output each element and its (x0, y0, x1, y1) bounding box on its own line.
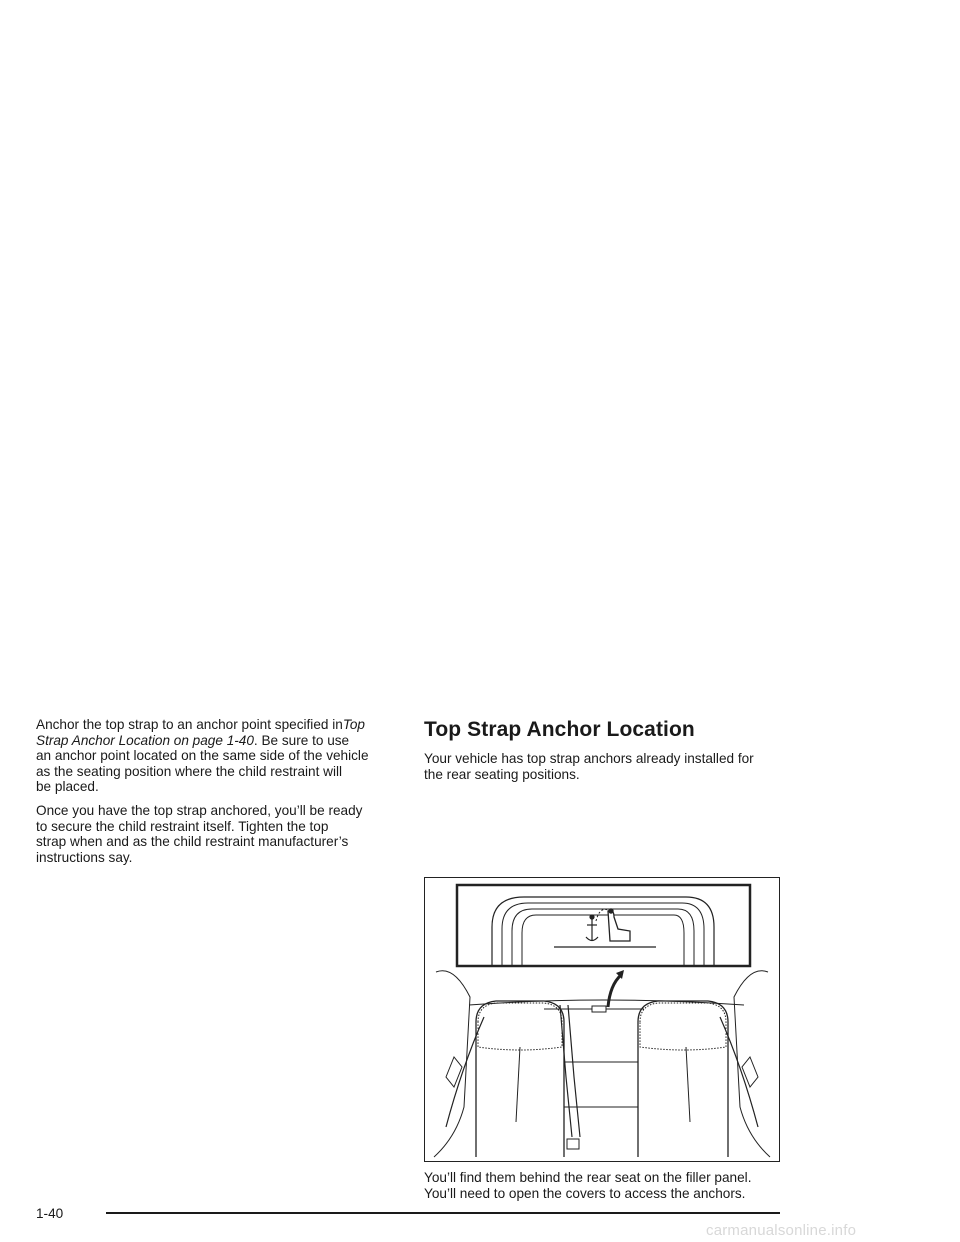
paragraph-tighten-strap: Once you have the top strap anchored, you’ll be ready to secure the child restraint itself. Tighten the top strap when and as the child restraint manufacturer’s instructions say. (36, 802, 363, 865)
paragraph-text: Anchor the top strap to an anchor point specified in (36, 717, 343, 732)
right-column (424, 717, 784, 790)
paragraph-anchor-instructions (36, 717, 396, 795)
page-number: 1-40 (36, 1206, 64, 1221)
footer-rule (106, 1212, 780, 1214)
section-heading: Top Strap Anchor Location (424, 718, 695, 741)
paragraph-text: . Be sure to use an anchor point located on the same side of the vehicle as the seating position where the child restraint will be placed. (36, 732, 369, 795)
paragraph-intro: Your vehicle has top strap anchors already installed for the rear seating positions. (424, 751, 754, 782)
anchor-closeup-inset (457, 885, 750, 966)
arrow-icon (608, 975, 621, 1007)
left-column (36, 717, 396, 873)
cross-reference-link[interactable]: Top Strap Anchor Location on page 1-40 (36, 717, 365, 748)
paragraph-location: You’ll find them behind the rear seat on the filler panel. You’ll need to open the covers to access the anchors. (424, 1170, 752, 1201)
rear-seat-illustration (424, 877, 780, 1162)
watermark: carmanualsonline.info (706, 1222, 857, 1239)
right-column-lower (424, 1170, 784, 1209)
